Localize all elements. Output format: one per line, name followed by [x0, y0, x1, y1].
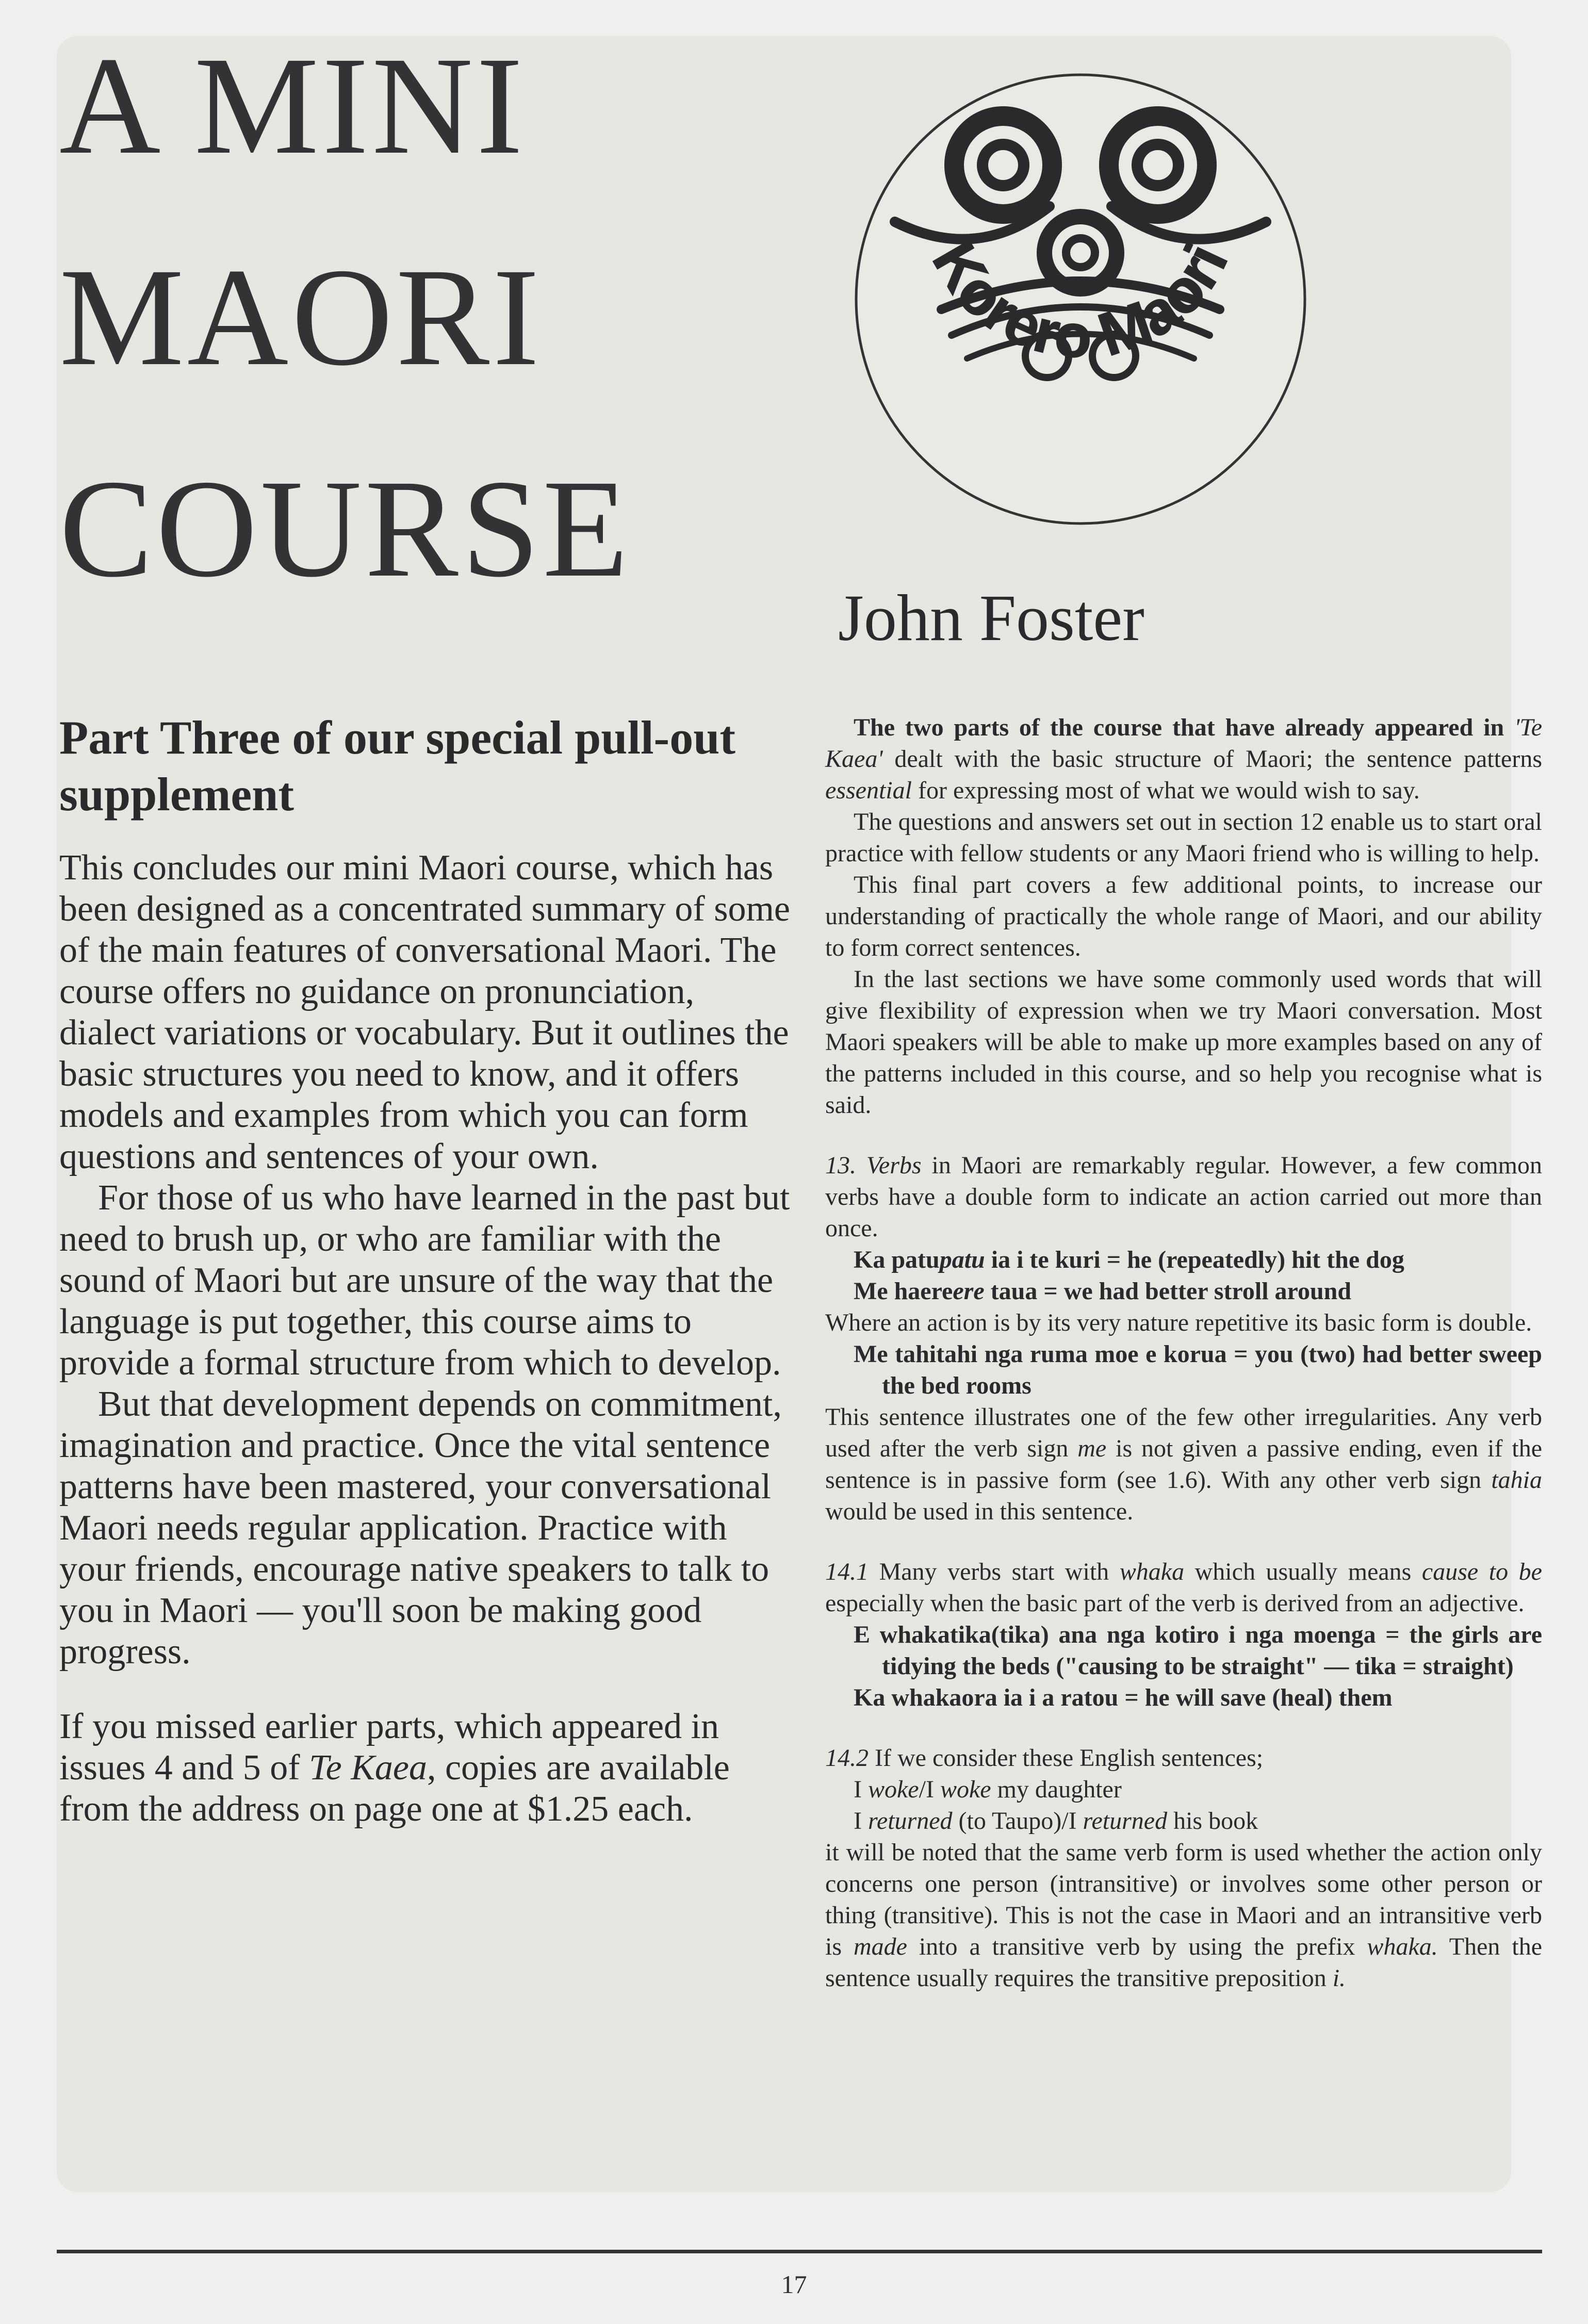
intro-paragraph	[825, 712, 1542, 806]
page-number: 17	[781, 2270, 807, 2299]
intro-te-kaea: 'Te Kaea'	[825, 714, 1543, 773]
lead-paragraph-3: But that development depends on commitment, imagination and practice. Once the vital sentence patterns have been mastered, your conversational Maori needs regular application. Practice with your friends, encourage native speakers to talk to you in Maori — you'll soon be making good progress.	[59, 1384, 782, 1672]
te-kaea-title: Te Kaea	[309, 1748, 427, 1788]
l1-c: my daughter	[991, 1776, 1122, 1803]
korero-maori-logo	[848, 67, 1313, 531]
l1-w1: woke	[867, 1776, 919, 1803]
right-column	[825, 712, 1542, 1994]
intro-end: for expressing most of what we would wish to say.	[911, 777, 1420, 804]
lead-paragraph-2: For those of us who have learned in the past but need to brush up, or who are familiar with the sound of Maori but are unsure of the way that the language is put together, this course aims to provide a formal structure from which to develop.	[59, 1178, 790, 1383]
s141-a: Many verbs start with	[869, 1558, 1120, 1585]
l2-a: I	[854, 1807, 868, 1835]
l2-w1: returned	[867, 1807, 953, 1835]
example-1-c: ia i te kuri = he (repeatedly) hit the dog	[985, 1246, 1404, 1273]
example-1-b: patu	[939, 1246, 985, 1273]
section-13-text: in Maori are remarkably regular. However, a few common verbs have a double form to indicate an action carried out more than once.	[825, 1152, 1542, 1242]
section-subhead: Part Three of our special pull-out supplement	[59, 711, 735, 821]
l1-b: /I	[919, 1776, 940, 1803]
lead-paragraph-1: This concludes our mini Maori course, which has been designed as a concentrated summary of some of the main features of conversational Maori. The course offers no guidance on pronunciation, dialect variations or vocabulary. But it outlines the basic structures you need to know, and it offers models and examples from which you can form questions and sentences of your own.	[59, 848, 790, 1176]
example-4: E whakatika(tika) ana nga kotiro i nga moenga = the girls are tidying the beds ("causing to be straight" — tika = straight)	[854, 1621, 1542, 1680]
lead-p4-text-end: , copies are available from the address on page one at $1.25 each.	[59, 1748, 730, 1829]
l2-c: his book	[1167, 1807, 1258, 1835]
s13p3-me: me	[1077, 1435, 1107, 1462]
logo-text: Korero Maori	[919, 230, 1241, 371]
s142p-b: into a transitive verb by using the prefix	[907, 1933, 1367, 1960]
s13p3-c: would be used in this sentence.	[825, 1498, 1134, 1525]
l1-a: I	[854, 1776, 868, 1803]
example-2-c: taua = we had better stroll around	[984, 1278, 1352, 1305]
title-line-3: COURSE	[59, 451, 632, 606]
section-13-paragraph-3	[825, 1401, 1542, 1527]
section-13-paragraph-2: Where an action is by its very nature repetitive its basic form is double.	[825, 1309, 1532, 1336]
s141-b: which usually means	[1184, 1558, 1422, 1585]
left-column	[59, 709, 792, 1830]
intro-essential: essential	[825, 777, 912, 804]
section-14-2-number: 14.2	[825, 1744, 869, 1772]
s142-a: If we consider these English sentences;	[869, 1744, 1264, 1772]
example-5: Ka whakaora ia i a ratou = he will save (heal) them	[854, 1684, 1393, 1711]
s142p-whaka: whaka.	[1367, 1933, 1438, 1960]
author-name: John Foster	[838, 581, 1144, 654]
s141-cause: cause to be	[1421, 1558, 1542, 1585]
body-paragraph-3: This final part covers a few additional points, to increase our understanding of practically the whole range of Maori, and our ability to form correct sentences.	[825, 871, 1542, 961]
s142p-c: Then the sentence usually requires the transitive preposition	[825, 1933, 1543, 1992]
s141-c: especially when the basic part of the verb is derived from an adjective.	[825, 1590, 1525, 1617]
l1-w2: woke	[940, 1776, 991, 1803]
section-14-2-paragraph	[825, 1837, 1542, 1994]
example-1-a: Ka patu	[854, 1246, 940, 1273]
example-3: Me tahitahi nga ruma moe e korua = you (two) had better sweep the bed rooms	[854, 1340, 1542, 1399]
title-line-2: MAORI	[59, 239, 543, 395]
english-example-2	[825, 1805, 1542, 1837]
intro-bold: The two parts of the course that have already appeared in	[854, 714, 1504, 741]
footer-rule	[57, 2250, 1542, 2253]
s13p3-tahia: tahia	[1491, 1466, 1542, 1494]
title-line-1: A MINI	[59, 28, 526, 183]
s142p-a: it will be noted that the same verb form is used whether the action only concerns one person (intransitive) or involves some other person or thing (transitive). This is not the case in Maori and an intransitive verb is	[825, 1839, 1542, 1960]
lead-paragraph-4	[59, 1706, 792, 1830]
lead-p4-text: If you missed earlier parts, which appeared in issues 4 and 5 of	[59, 1707, 719, 1788]
example-2-b: ere	[953, 1278, 985, 1305]
example-1	[825, 1244, 1542, 1275]
section-14-2	[825, 1742, 1542, 1774]
body-paragraph-4: In the last sections we have some commonly used words that will give flexibility of expression when we try Maori conversation. Most Maori speakers will be able to make up more examples based on any of the patterns included in this course, and so help you recognise what is said.	[825, 965, 1542, 1119]
section-14-1-number: 14.1	[825, 1558, 869, 1585]
l2-w2: returned	[1083, 1807, 1168, 1835]
intro-mid: dealt with the basic structure of Maori; the sentence patterns	[882, 745, 1542, 773]
example-2-a: Me haere	[854, 1278, 953, 1305]
s142p-i: i.	[1332, 1965, 1346, 1992]
section-13-term: Verbs	[866, 1152, 922, 1179]
s141-whaka: whaka	[1119, 1558, 1185, 1585]
section-13-number: 13.	[825, 1152, 856, 1179]
lead-text	[59, 847, 792, 1830]
section-13	[825, 1150, 1542, 1244]
page-title	[59, 0, 631, 634]
section-14-1	[825, 1556, 1542, 1619]
l2-b: (to Taupo)/I	[952, 1807, 1083, 1835]
s13p3-a: This sentence illustrates one of the few other irregularities. Any verb used after the verb sign	[825, 1403, 1542, 1462]
example-2	[825, 1275, 1542, 1307]
english-example-1	[825, 1774, 1542, 1805]
s13p3-b: is not given a passive ending, even if the sentence is in passive form (see 1.6). With any other verb sign	[825, 1435, 1543, 1494]
s142p-made: made	[853, 1933, 907, 1960]
body-paragraph-2: The questions and answers set out in section 12 enable us to start oral practice with fellow students or any Maori friend who is willing to help.	[825, 808, 1542, 867]
